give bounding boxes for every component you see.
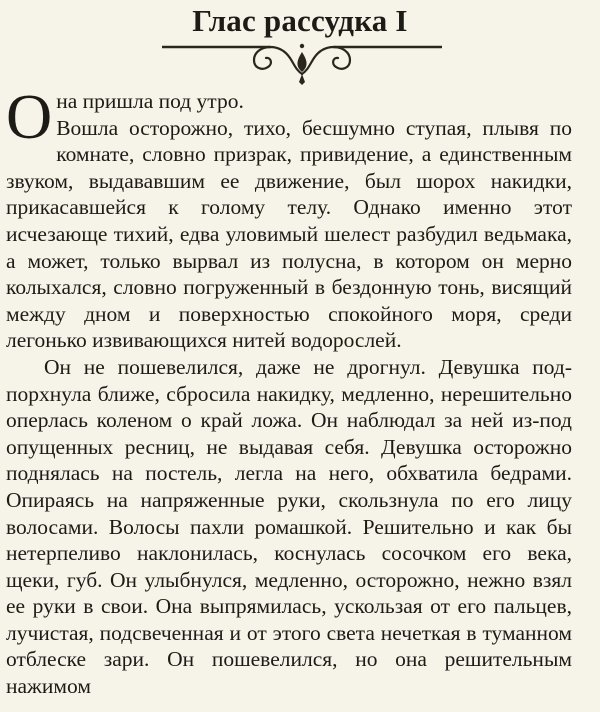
paragraph-1: Вошла осторожно, тихо, бесшумно ступая, плывя по комнате, словно призрак, привидение, а единственным звуком, выдававшим ее движение, был шорох накидки, прикасавшейся к голому телу. Однако именно этот исчезающе тихий, едва уловимый шелест разбудил ведьмака, а может, только вырвал из полусна, в котором он мерно колыхался, словно погруженный в бездонную тонь, висящий между дном и поверхностью спокойного моря, среди легонько извивающихся нитей водорослей. [6,115,572,353]
flourish-divider-icon [162,38,442,86]
paragraph-1-first-line [6,81,572,152]
paragraph-2: Он не пошевелился, даже не дрогнул. Девушка подпорхнула ближе, сбросила накидку, медленно, нерешительно оперлась коленом о край ложа. Он наблюдал за ней из-под опущенных ресниц, не выдавая себя. Девушка осторожно поднялась на постель, легла на него, обхватила бедрами. Опираясь на напряженные руки, скользнула по его лицу волосами. Волосы пахли ромашкой. Решительно и как бы нетерпеливо наклонилась, коснулась сосочком его века, щеки, губ. Он улыбнулся, медленно, осторожно, нежно взял ее руки в свои. Она выпрямилась, ускользая от его пальцев, лучистая, подсвеченная и от этого света нечеткая в туманном отблеске зари. Он пошевелился, но она решительным нажимом [6,354,572,699]
chapter-body-text [6,81,572,700]
drop-cap: О [6,81,53,152]
chapter-title: Глас рассудка I [192,3,408,38]
paragraph-1-opening: на пришла под утро. [56,89,244,113]
